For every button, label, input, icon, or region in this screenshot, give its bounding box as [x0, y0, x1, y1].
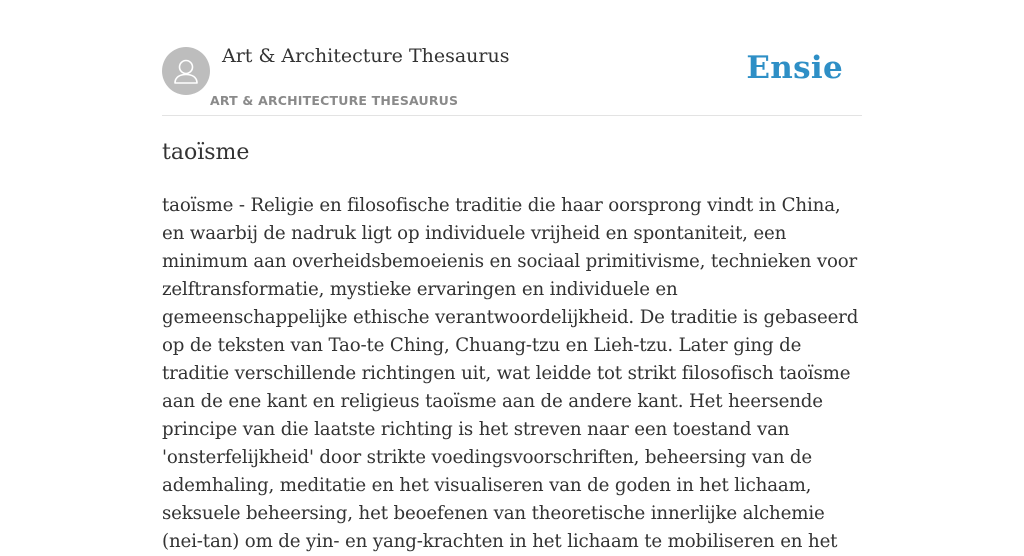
- source-title[interactable]: Art & Architecture Thesaurus: [222, 45, 510, 67]
- entry-container: [162, 0, 862, 552]
- user-placeholder-icon: [162, 47, 210, 95]
- definition-text: taoïsme - Religie en filosofische traditie die haar oorsprong vindt in China, en waarbij de nadruk ligt op individuele vrijheid en spontaniteit, een minimum aan overheidsbemoeienis en sociaal primitivisme, technieken voor zelftransformatie, mystieke ervaringen en individuele en gemeenschappelijke ethische verantwoordelijkheid. De traditie is gebaseerd op de teksten van Tao-te Ching, Chuang-tzu en Lieh-tzu. Later ging de traditie verschillende richtingen uit, wat leidde tot strikt filosofisch taoïsme aan de ene kant en religieus taoïsme aan de andere kant. Het heersende principe van die laatste richting is het streven naar een toestand van 'onsterfelijkheid' door strikte voedingsvoorschriften, beheersing van de ademhaling, meditatie en het visualiseren van de goden in het lichaam, seksuele beheersing, het beoefenen van theoretische innerlijke alchemie (nei-tan) om de yin- en yang-krachten in het lichaam te mobiliseren en het: [162, 195, 859, 552]
- term-title: taoïsme: [162, 140, 250, 165]
- brand-logo[interactable]: Ensie: [746, 50, 843, 86]
- source-subtitle[interactable]: ART & ARCHITECTURE THESAURUS: [210, 93, 459, 108]
- entry-header: [162, 0, 862, 116]
- avatar[interactable]: [162, 47, 210, 95]
